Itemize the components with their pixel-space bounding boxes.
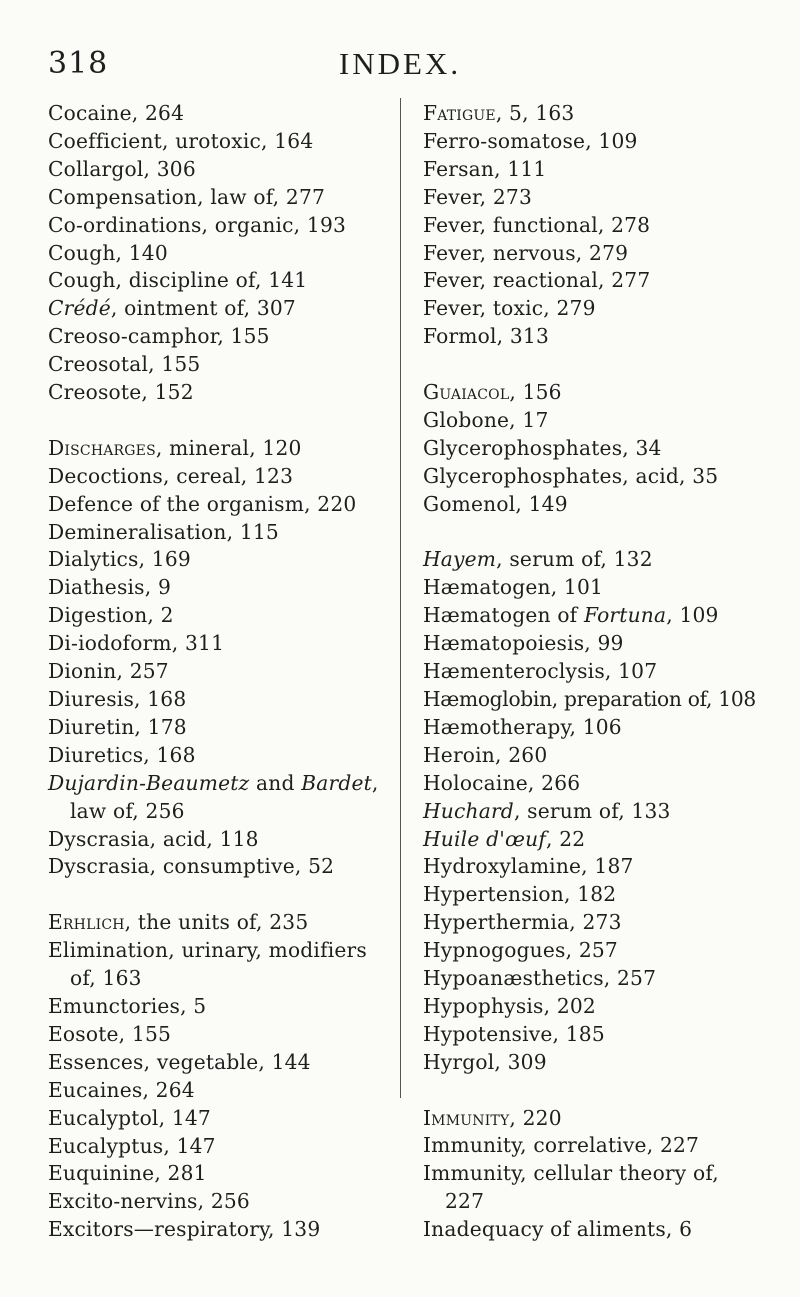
index-entry: Hæmoglobin, preparation of, 108 (423, 687, 756, 711)
entry-conjunction: and (249, 770, 302, 795)
section-gap (423, 1077, 768, 1105)
index-entry: Fever, reactional, 277 (423, 268, 651, 293)
index-entry: Cough, discipline of, 141 (48, 268, 308, 293)
section-head-entry (423, 1105, 768, 1133)
index-entry: Hæmatopoiesis, 99 (423, 631, 624, 656)
index-entry: Formol, 313 (423, 324, 550, 349)
index-entry (423, 798, 768, 826)
entry-rest: , the units of, 235 (124, 910, 309, 935)
page-header (0, 46, 800, 90)
index-entry (423, 1160, 768, 1216)
index-entry: Glycerophosphates, acid, 35 (423, 463, 719, 488)
section-gap (48, 407, 393, 435)
section-head-word: Discharges (48, 435, 156, 460)
entry-continuation: 227 (445, 1189, 485, 1214)
entry-name-italic: Huile d'œuf (423, 826, 546, 851)
index-entry: Hydroxylamine, 187 (423, 854, 634, 879)
index-entry: Fever, toxic, 279 (423, 296, 596, 321)
index-entry: Eucalyptus, 147 (48, 1133, 216, 1158)
index-entry: Emunctories, 5 (48, 993, 207, 1018)
entry-continuation: law of, 256 (70, 798, 185, 823)
index-entry: Eucalyptol, 147 (48, 1105, 211, 1130)
section-gap (423, 351, 768, 379)
entry-punct: , (371, 770, 379, 795)
index-entry (423, 546, 768, 574)
index-entry: Hyperthermia, 273 (423, 910, 622, 935)
entry-rest: , 109 (666, 603, 719, 628)
index-entry (48, 295, 393, 323)
index-entry: Digestion, 2 (48, 603, 174, 628)
index-entry: Diuretin, 178 (48, 714, 187, 739)
index-entry: Excito-nervins, 256 (48, 1189, 250, 1214)
index-entry: Hæmenteroclysis, 107 (423, 659, 658, 684)
entry-rest: , ointment of, 307 (110, 296, 296, 321)
index-entry: Gomenol, 149 (423, 491, 568, 516)
entry-name-italic: Huchard (423, 798, 514, 823)
entry-rest: , 5, 163 (495, 101, 575, 125)
index-entry: Inadequacy of aliments, 6 (423, 1217, 693, 1242)
entry-rest: , serum of, 132 (496, 547, 653, 572)
index-entry: Eosote, 155 (48, 1021, 172, 1046)
index-entry (423, 826, 768, 854)
index-entry: Co-ordinations, organic, 193 (48, 212, 347, 237)
index-entry: Essences, vegetable, 144 (48, 1049, 311, 1074)
index-entry: Fersan, 111 (423, 156, 547, 181)
index-entry: Excitors—respiratory, 139 (48, 1217, 321, 1242)
index-entry (48, 937, 393, 993)
section-head-entry (48, 909, 393, 937)
index-column-left (48, 100, 393, 1244)
entry-name-italic: Crédé (48, 296, 111, 321)
entry-rest: , 220 (509, 1105, 562, 1130)
index-entry: Collargol, 306 (48, 156, 196, 181)
index-entry: Creosotal, 155 (48, 352, 201, 377)
index-entry: Diuresis, 168 (48, 687, 187, 712)
index-entry: Dyscrasia, acid, 118 (48, 826, 259, 851)
index-entry: Hæmotherapy, 106 (423, 714, 622, 739)
section-head-word: Fatigue (423, 101, 496, 125)
index-entry: Fever, nervous, 279 (423, 240, 629, 265)
entry-rest: , 22 (546, 826, 586, 851)
index-entry (48, 770, 393, 826)
column-divider (400, 98, 401, 1098)
entry-rest: , mineral, 120 (155, 435, 302, 460)
index-entry: Dyscrasia, consumptive, 52 (48, 854, 335, 879)
index-entry: Compensation, law of, 277 (48, 184, 326, 209)
page-number: 318 (48, 46, 109, 81)
index-entry: Hypertension, 182 (423, 882, 617, 907)
index-entry: Hypotensive, 185 (423, 1021, 605, 1046)
index-entry (423, 602, 768, 630)
index-column-right (423, 100, 768, 1244)
index-entry: Demineralisation, 115 (48, 519, 279, 544)
index-entry: Globone, 17 (423, 407, 549, 432)
entry-continuation: of, 163 (70, 966, 142, 991)
index-entry: Dialytics, 169 (48, 547, 191, 572)
entry-text: Immunity, cellular theory of, (423, 1161, 719, 1186)
section-gap (48, 881, 393, 909)
index-entry: Fever, functional, 278 (423, 212, 651, 237)
entry-name-italic: Bardet (301, 770, 372, 795)
running-title: INDEX. (338, 46, 462, 81)
entry-rest: , 156 (509, 380, 562, 405)
index-entry: Decoctions, cereal, 123 (48, 463, 294, 488)
index-entry: Diathesis, 9 (48, 575, 171, 600)
index-entry: Defence of the organism, 220 (48, 491, 357, 516)
index-entry: Diuretics, 168 (48, 742, 196, 767)
index-entry: Fever, 273 (423, 184, 532, 209)
index-entry: Dionin, 257 (48, 659, 169, 684)
index-entry: Hypophysis, 202 (423, 993, 596, 1018)
entry-text: Elimination, urinary, modifiers (48, 938, 367, 963)
index-entry: Holocaine, 266 (423, 770, 581, 795)
index-entry: Eucaines, 264 (48, 1077, 195, 1102)
entry-name-italic: Hayem (423, 547, 497, 572)
index-entry: Immunity, correlative, 227 (423, 1133, 700, 1158)
section-head-entry (48, 435, 393, 463)
index-entry: Cough, 140 (48, 240, 168, 265)
entry-rest: , serum of, 133 (513, 798, 671, 823)
index-entry: Creoso-camphor, 155 (48, 324, 270, 349)
index-entry: Ferro-somatose, 109 (423, 128, 638, 153)
index-entry: Glycerophosphates, 34 (423, 435, 662, 460)
entry-text: Hæmatogen of (423, 603, 584, 628)
section-head-entry (423, 379, 768, 407)
index-entry: Heroin, 260 (423, 742, 548, 767)
index-entry: Di-iodoform, 311 (48, 631, 225, 656)
index-entry: Coefficient, urotoxic, 164 (48, 128, 314, 153)
entry-name-italic: Dujardin-Beaumetz (48, 770, 250, 795)
section-head-word: Immunity (423, 1105, 510, 1130)
index-entry: Hyrgol, 309 (423, 1049, 547, 1074)
index-entry: Euquinine, 281 (48, 1161, 207, 1186)
section-head-entry (423, 100, 768, 128)
section-head-word: Erhlich (48, 910, 125, 935)
section-gap (423, 519, 768, 547)
index-entry: Hæmatogen, 101 (423, 575, 604, 600)
index-entry: Cocaine, 264 (48, 101, 185, 125)
index-entry: Hypoanæsthetics, 257 (423, 966, 657, 991)
index-entry: Hypnogogues, 257 (423, 938, 618, 963)
entry-name-italic: Fortuna (583, 603, 667, 628)
section-head-word: Guaiacol (423, 380, 510, 405)
index-entry: Creosote, 152 (48, 380, 194, 405)
